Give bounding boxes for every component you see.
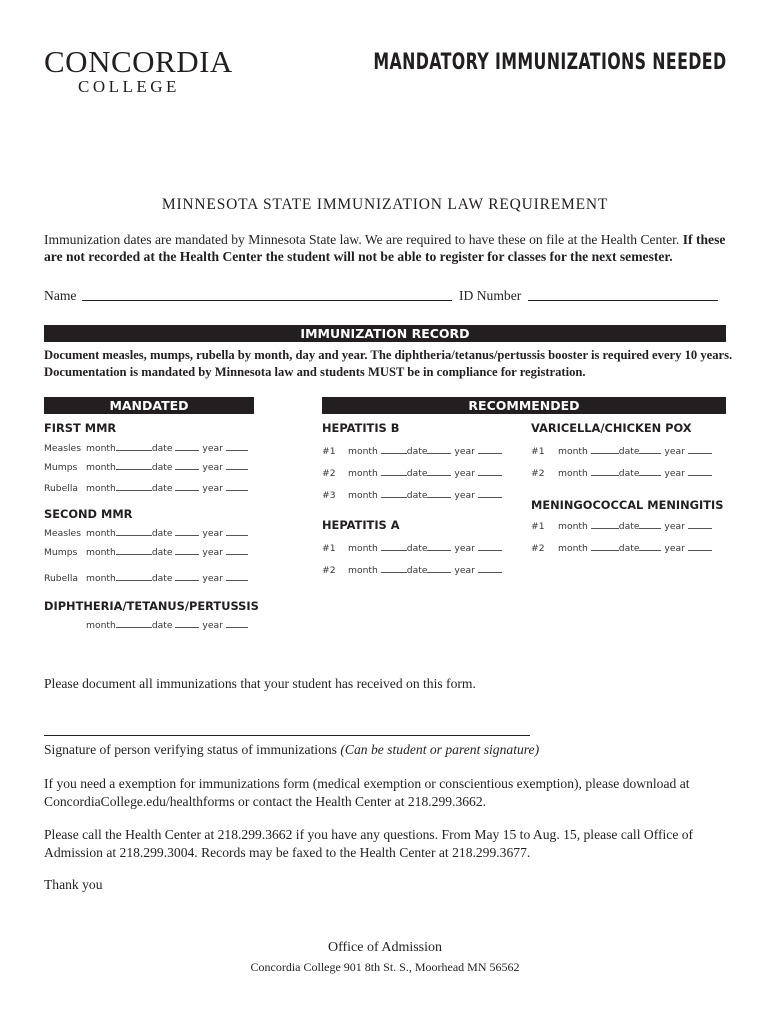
month-label: month (86, 462, 116, 473)
month-label: month (86, 483, 116, 494)
year-label: year (202, 528, 223, 539)
year-label: year (454, 565, 475, 576)
intro-warning: If these are not recorded at the Health Center the student will not be able to register for classes for the next semester. (44, 232, 726, 264)
row-label: #1 (531, 446, 545, 457)
month-label: month (86, 443, 116, 454)
date-label: date (618, 468, 640, 479)
meningitis-title: MENINGOCOCCAL MENINGITIS (531, 498, 724, 512)
date-label: date (151, 462, 173, 473)
hepatitis-b-row-1 (322, 446, 502, 457)
dtp-title: DIPHTHERIA/TETANUS/PERTUSSIS (44, 599, 259, 613)
month-field[interactable] (381, 468, 407, 476)
year-label: year (664, 543, 685, 554)
month-field[interactable] (591, 446, 619, 454)
id-number-field[interactable] (528, 300, 718, 301)
second-mmr-title: SECOND MMR (44, 507, 133, 521)
month-field[interactable] (381, 543, 407, 551)
hepatitis-a-row-1 (322, 543, 502, 554)
signature-label: Signature of person verifying status of immunizations (44, 742, 337, 757)
dtp-row (86, 620, 248, 631)
year-field[interactable] (478, 490, 502, 498)
date-field[interactable] (427, 490, 451, 498)
law-title: MINNESOTA STATE IMMUNIZATION LAW REQUIREMENT (161, 196, 609, 213)
mandated-bar: MANDATED (44, 397, 254, 414)
year-field[interactable] (688, 446, 712, 454)
year-field[interactable] (226, 483, 248, 491)
meningitis-row-1 (531, 521, 712, 532)
row-label: Measles (44, 528, 81, 539)
name-field[interactable] (82, 300, 452, 301)
row-label: #2 (322, 565, 336, 576)
second-mmr-rubella-row (44, 573, 248, 584)
row-label: #1 (322, 446, 336, 457)
hepatitis-a-title: HEPATITIS A (322, 518, 400, 532)
contact-line-2: Admission at 218.299.3004. Records may be faxed to the Health Center at 218.299.3677. (44, 845, 531, 860)
year-field[interactable] (688, 521, 712, 529)
row-label: #2 (531, 468, 545, 479)
row-label: #3 (322, 490, 336, 501)
month-field[interactable] (116, 528, 152, 536)
first-mmr-rubella-row (44, 483, 248, 494)
year-field[interactable] (478, 565, 502, 573)
month-field[interactable] (116, 483, 152, 491)
hepatitis-b-title: HEPATITIS B (322, 421, 400, 435)
first-mmr-title: FIRST MMR (44, 421, 117, 435)
month-label: month (558, 543, 588, 554)
row-label: #1 (531, 521, 545, 532)
meningitis-row-2 (531, 543, 712, 554)
date-field[interactable] (175, 528, 199, 536)
year-label: year (202, 547, 223, 558)
id-number-label: ID Number (459, 288, 522, 303)
date-label: date (151, 483, 173, 494)
varicella-row-1 (531, 446, 712, 457)
intro-text: Immunization dates are mandated by Minnesota State law. We are required to have these on file at the Health Center. (44, 232, 680, 247)
year-field[interactable] (226, 547, 248, 555)
month-label: month (348, 543, 378, 554)
footer-address: Concordia College 901 8th St. S., Moorhead MN 56562 (250, 960, 520, 974)
month-label: month (348, 468, 378, 479)
contact-line-1: Please call the Health Center at 218.299.3662 if you have any questions. From May 15 to Aug. 15, please call Office of (44, 827, 694, 842)
year-field[interactable] (478, 446, 502, 454)
year-label: year (454, 446, 475, 457)
month-label: month (86, 620, 116, 631)
date-label: date (406, 543, 428, 554)
year-field[interactable] (478, 468, 502, 476)
signature-field[interactable] (44, 735, 530, 736)
date-field[interactable] (175, 620, 199, 628)
date-label: date (151, 620, 173, 631)
month-field[interactable] (116, 547, 152, 555)
month-field[interactable] (381, 490, 407, 498)
date-label: date (151, 573, 173, 584)
contact-paragraph (44, 826, 744, 862)
date-field[interactable] (427, 468, 451, 476)
date-field[interactable] (175, 547, 199, 555)
month-label: month (348, 490, 378, 501)
date-field[interactable] (427, 543, 451, 551)
second-mmr-measles-row (44, 528, 248, 539)
year-field[interactable] (226, 443, 248, 451)
please-document-text: Please document all immunizations that your student has received on this form. (44, 676, 476, 691)
date-label: date (151, 547, 173, 558)
month-label: month (86, 528, 116, 539)
thank-you-text: Thank you (44, 877, 103, 892)
date-label: date (618, 543, 640, 554)
college-logo-wordmark: CONCORDIA (44, 44, 233, 79)
month-field[interactable] (116, 443, 152, 451)
month-label: month (86, 573, 116, 584)
record-note-line-1: Document measles, mumps, rubella by month, day and year. The diphtheria/tetanus/pertussis booster is required every 10 years. (44, 348, 733, 362)
row-label: Mumps (44, 547, 78, 558)
year-label: year (664, 521, 685, 532)
date-field[interactable] (427, 565, 451, 573)
month-field[interactable] (591, 521, 619, 529)
month-field[interactable] (116, 573, 152, 581)
year-field[interactable] (688, 543, 712, 551)
year-label: year (202, 443, 223, 454)
year-label: year (664, 468, 685, 479)
year-label: year (202, 483, 223, 494)
date-field[interactable] (639, 446, 661, 454)
footer-office: Office of Admission (327, 940, 443, 955)
date-field[interactable] (175, 483, 199, 491)
year-label: year (202, 620, 223, 631)
month-label: month (86, 547, 116, 558)
page-heading: MANDATORY IMMUNIZATIONS NEEDED (372, 50, 726, 75)
row-label: Rubella (44, 483, 79, 494)
month-field[interactable] (591, 468, 619, 476)
year-field[interactable] (226, 528, 248, 536)
date-field[interactable] (639, 521, 661, 529)
row-label: #2 (531, 543, 545, 554)
hepatitis-b-row-3 (322, 490, 502, 501)
recommended-bar: RECOMMENDED (322, 397, 726, 414)
month-field[interactable] (381, 446, 407, 454)
date-label: date (151, 528, 173, 539)
exemption-line-2: ConcordiaCollege.edu/healthforms or contact the Health Center at 218.299.3662. (44, 794, 487, 809)
month-label: month (558, 446, 588, 457)
date-label: date (406, 468, 428, 479)
hepatitis-a-row-2 (322, 565, 502, 576)
varicella-row-2 (531, 468, 712, 479)
month-label: month (558, 521, 588, 532)
year-field[interactable] (688, 468, 712, 476)
year-label: year (454, 490, 475, 501)
year-label: year (202, 573, 223, 584)
month-field[interactable] (116, 620, 152, 628)
record-note-line-2: Documentation is mandated by Minnesota law and students MUST be in compliance for registration. (44, 365, 586, 379)
month-label: month (558, 468, 588, 479)
date-field[interactable] (427, 446, 451, 454)
year-label: year (202, 462, 223, 473)
immunization-record-bar: IMMUNIZATION RECORD (44, 325, 726, 342)
date-label: date (618, 446, 640, 457)
exemption-paragraph (44, 775, 744, 811)
year-label: year (454, 543, 475, 554)
year-field[interactable] (226, 620, 248, 628)
row-label: Measles (44, 443, 81, 454)
first-mmr-mumps-row (44, 462, 248, 473)
college-logo-subtitle: COLLEGE (78, 77, 180, 96)
name-label: Name (44, 288, 77, 303)
date-field[interactable] (175, 462, 199, 470)
exemption-line-1: If you need a exemption for immunizations form (medical exemption or conscientious exemption), please download at (44, 776, 690, 791)
first-mmr-measles-row (44, 443, 248, 454)
signature-note: (Can be student or parent signature) (340, 742, 540, 757)
month-field[interactable] (381, 565, 407, 573)
year-field[interactable] (226, 573, 248, 581)
hepatitis-b-row-2 (322, 468, 502, 479)
month-field[interactable] (116, 462, 152, 470)
year-field[interactable] (226, 462, 248, 470)
month-field[interactable] (591, 543, 619, 551)
record-instructions (44, 347, 734, 381)
row-label: Rubella (44, 573, 79, 584)
date-field[interactable] (639, 468, 661, 476)
date-label: date (618, 521, 640, 532)
date-label: date (406, 490, 428, 501)
second-mmr-mumps-row (44, 547, 248, 558)
row-label: #1 (322, 543, 336, 554)
date-label: date (406, 446, 428, 457)
date-label: date (406, 565, 428, 576)
month-label: month (348, 446, 378, 457)
year-label: year (664, 446, 685, 457)
intro-paragraph (44, 231, 734, 265)
date-label: date (151, 443, 173, 454)
year-field[interactable] (478, 543, 502, 551)
year-label: year (454, 468, 475, 479)
date-field[interactable] (639, 543, 661, 551)
date-field[interactable] (175, 573, 199, 581)
month-label: month (348, 565, 378, 576)
signature-caption (44, 741, 539, 759)
row-label: #2 (322, 468, 336, 479)
varicella-title: VARICELLA/CHICKEN POX (531, 421, 692, 435)
date-field[interactable] (175, 443, 199, 451)
row-label: Mumps (44, 462, 78, 473)
